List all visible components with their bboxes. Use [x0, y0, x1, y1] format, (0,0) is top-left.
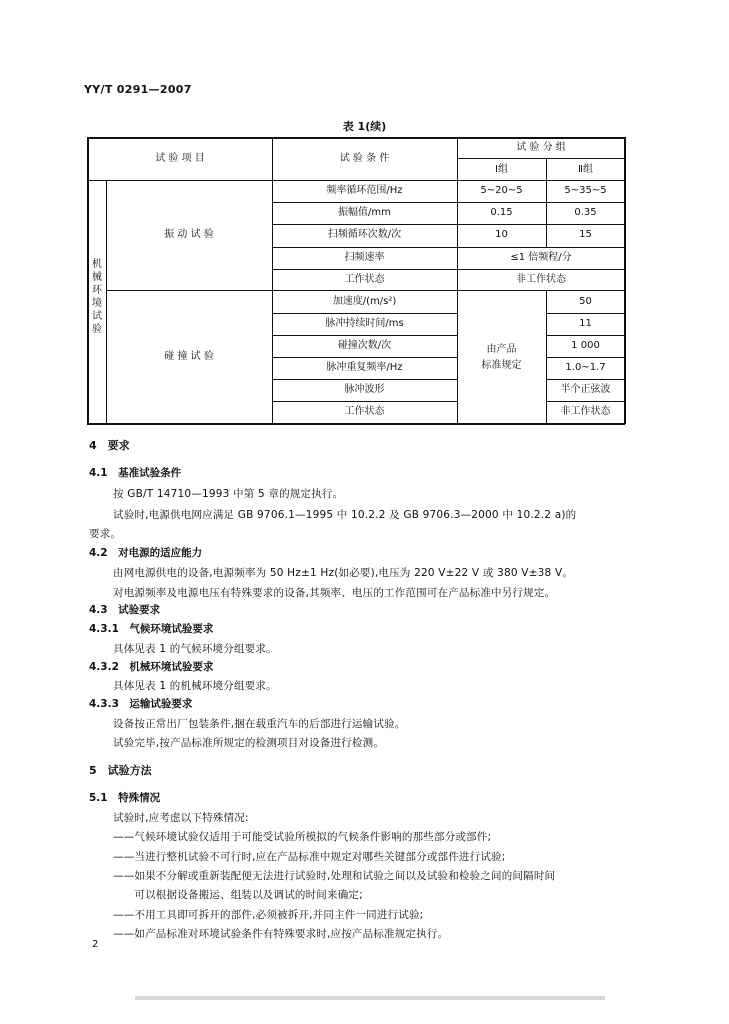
table-cell: 1 000 [571, 340, 600, 351]
table-cell-merged: ≤1 倍频程/分 [510, 252, 572, 263]
impact-test-label: 碰 撞 试 验 [164, 351, 214, 362]
table-cell: 碰撞次数/次 [337, 340, 392, 351]
category-mechanical-environment: 机械环境试验 [92, 259, 102, 335]
paragraph: 试验时,应考虑以下特殊情况: [113, 812, 249, 824]
table-rule [272, 401, 457, 402]
table-rule [546, 401, 625, 402]
table-cell: 脉冲持续时间/ms [325, 318, 404, 329]
table-cell: 工作状态 [344, 274, 385, 285]
table-rule [272, 357, 457, 358]
table-cell: 10 [495, 229, 508, 240]
header-test-condition: 试 验 条 件 [339, 153, 390, 164]
table-cell: 扫频循环次数/次 [327, 229, 402, 240]
table-cell: 15 [579, 229, 592, 240]
section-heading: 4.3.1 气候环境试验要求 [89, 623, 214, 635]
paragraph: 由网电源供电的设备,电源频率为 50 Hz±1 Hz(如必要),电压为 220 V±22 V 或 380 V±38 V。 [113, 567, 574, 579]
list-item: ——气候环境试验仅适用于可能受试验所模拟的气候条件影响的那些部分或部件; [113, 831, 492, 843]
table-cell: 扫频速率 [344, 252, 385, 263]
paragraph: 设备按正常出厂包装条件,捆在载重汽车的后部进行运输试验。 [113, 718, 406, 730]
header-group-2: Ⅱ组 [578, 164, 593, 175]
paragraph: 具体见表 1 的气候环境分组要求。 [113, 643, 277, 655]
table-cell: 1.0~1.7 [565, 362, 606, 373]
table-cell: 0.35 [574, 207, 597, 218]
scan-artifact [135, 996, 605, 1000]
section-heading: 4.3.3 运输试验要求 [89, 698, 193, 710]
table-rule [272, 224, 625, 225]
list-item: ——不用工具即可拆开的部件,必须被拆开,并同主件一同进行试验; [113, 909, 424, 921]
table-cell: 加速度/(m/s²) [332, 296, 397, 307]
section-heading: 4 要求 [89, 439, 130, 452]
paragraph: 按 GB/T 14710—1993 中第 5 章的规定执行。 [113, 488, 344, 500]
table-cell: 脉冲重复频率/Hz [326, 362, 403, 373]
table-caption: 表 1(续) [342, 120, 387, 133]
table-rule [87, 180, 625, 181]
table-rule [106, 180, 107, 424]
table-rule [546, 379, 625, 380]
table-rule [272, 269, 625, 270]
table-rule [87, 137, 625, 139]
table-rule [272, 247, 625, 248]
table-cell: 半个正弦波 [560, 384, 611, 395]
paragraph: 具体见表 1 的机械环境分组要求。 [113, 680, 277, 692]
table-cell-merged: 由产品 标准规定 [481, 344, 522, 371]
table-cell: 脉冲波形 [344, 384, 385, 395]
table-rule [546, 357, 625, 358]
paragraph: 要求。 [89, 528, 122, 540]
header-group-1: Ⅰ组 [495, 164, 508, 175]
list-item: ——当进行整机试验不可行时,应在产品标准中规定对哪些关键部分或部件进行试验; [113, 851, 506, 863]
section-heading: 5 试验方法 [89, 764, 152, 777]
table-cell: 50 [579, 296, 592, 307]
table-rule [272, 335, 457, 336]
table-cell: 5~35~5 [564, 185, 607, 196]
section-heading: 4.3 试验要求 [89, 604, 161, 616]
paragraph: 试验时,电源供电网应满足 GB 9706.1—1995 中 10.2.2 及 GB 9706.3—2000 中 10.2.2 a)的 [113, 509, 577, 521]
table-cell-merged: 非工作状态 [516, 274, 566, 285]
list-item: ——如果不分解或重新装配便无法进行试验时,处理和试验之间以及试验和检验之间的间隔时间 [113, 870, 556, 882]
table-rule [272, 313, 457, 314]
table-rule [272, 202, 625, 203]
vibration-test-label: 振 动 试 验 [164, 229, 214, 240]
table-cell: 非工作状态 [560, 406, 611, 417]
section-heading: 4.2 对电源的适应能力 [89, 547, 203, 559]
section-heading: 5.1 特殊情况 [89, 792, 161, 804]
section-heading: 4.3.2 机械环境试验要求 [89, 661, 214, 673]
list-item: ——如产品标准对环境试验条件有特殊要求时,应按产品标准规定执行。 [113, 928, 449, 940]
table-rule [546, 290, 547, 424]
table-rule [457, 158, 625, 159]
list-item: 可以根据设备搬运、组装以及调试的时间来确定; [113, 889, 363, 901]
table-cell: 5~20~5 [480, 185, 523, 196]
page-number: 2 [92, 939, 99, 950]
header-test-item: 试 验 项 目 [155, 153, 205, 164]
section-heading: 4.1 基准试验条件 [89, 467, 182, 479]
table-rule [272, 379, 457, 380]
table-rule [546, 313, 625, 314]
paragraph: 对电源频率及电源电压有特殊要求的设备,其频率、电压的工作范围可在产品标准中另行规定。 [113, 587, 556, 599]
table-rule [87, 423, 625, 425]
table-cell: 工作状态 [344, 406, 385, 417]
table-cell: 频率循环范围/Hz [326, 185, 403, 196]
table-rule [546, 335, 625, 336]
table-cell: 0.15 [490, 207, 513, 218]
standard-number: YY/T 0291—2007 [84, 83, 192, 96]
table-cell: 11 [579, 318, 592, 329]
paragraph: 试验完毕,按产品标准所规定的检测项目对设备进行检测。 [113, 737, 385, 749]
table-cell: 振幅值/mm [338, 207, 391, 218]
table-rule [106, 290, 625, 291]
table-rule [87, 137, 89, 424]
header-test-group: 试 验 分 组 [516, 142, 566, 153]
